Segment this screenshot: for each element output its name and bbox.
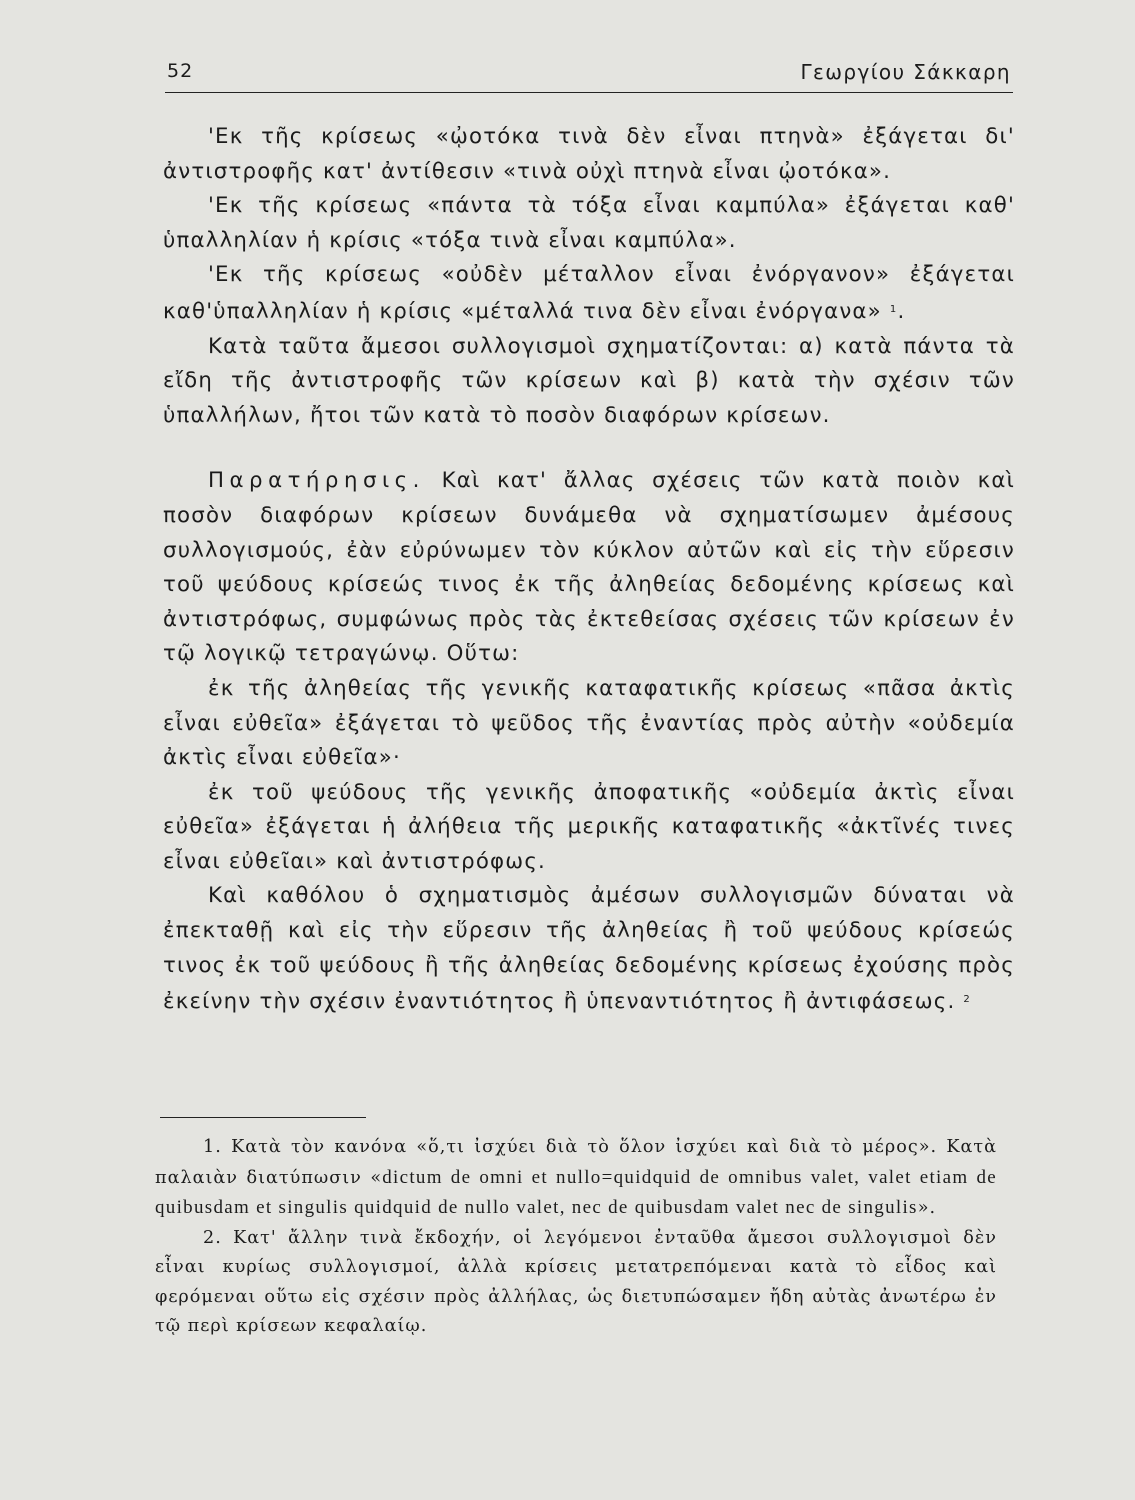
footnote-1 xyxy=(155,1133,997,1224)
footnote-ref-2: 2 xyxy=(963,994,971,1006)
remark-label: Παρατήρησις. xyxy=(208,468,425,494)
remark-text: Καὶ κατ' ἄλλας σχέσεις τῶν κατὰ ποιὸν καὶ ποσὸν διαφόρων κρίσεων δυνάμεθα νὰ σχηματίσωμεν ἀμέσους συλλογισμούς, ἐὰν εὐρύνωμεν τὸν κύκλον αὐτῶν καὶ εἰς τὴν εὕρεσιν τοῦ ψεύδους κρίσεώς τινος ἐκ τῆς ἀληθείας δεδομένης κρίσεως καὶ ἀντιστρόφως, συμφώνως πρὸς τὰς ἐκτεθείσας σχέσεις τῶν κρίσεων ἐν τῷ λογικῷ τετραγώνῳ. Οὕτω: xyxy=(163,468,1015,667)
paragraph-6: ἐκ τῆς ἀληθείας τῆς γενικῆς καταφατικῆς κρίσεως «πᾶσα ἀκτὶς εἶναι εὐθεῖα» ἐξάγεται τὸ ψεῦδος τῆς ἐναντίας πρὸς αὐτὴν «οὐδεμία ἀκτὶς εἶναι εὐθεῖα»· xyxy=(163,675,1015,771)
paragraph-8-text: Καὶ καθόλου ὁ σχηματισμὸς ἀμέσων συλλογισμῶν δύναται νὰ ἐπεκταθῇ καὶ εἰς τὴν εὕρεσιν τῆς ἀληθείας ἢ τοῦ ψεύδους κρίσεώς τινος ἐκ τοῦ ψεύδους ἢ τῆς ἀληθείας δεδομένης κρίσεως ἐχούσης πρὸς ἐκείνην τὴν σχέσιν ἐναντιότητος ἢ ὑπεναντιότητος ἢ ἀντιφάσεως. xyxy=(163,883,1015,1015)
remark-paragraph xyxy=(163,464,1015,672)
main-text xyxy=(163,120,1015,1020)
paragraph-3: 'Εκ τῆς κρίσεως «οὐδὲν μέταλλον εἶναι ἐνόργανον» ἐξάγεται καθ'ὑπαλληλίαν ἡ κρίσις «μέταλλά τινα δὲν εἶναι ἐνόργανα» $^1$. xyxy=(163,262,1015,324)
running-head: Γεωργίου Σάκκαρη xyxy=(800,60,1011,84)
footnotes xyxy=(155,1133,997,1342)
footnote-2: 2. Κατ' ἄλλην τινὰ ἔκδοχήν, οἱ λεγόμενοι ἐνταῦθα ἄμεσοι συλλογισμοὶ δὲν εἶναι κυρίως συλλογισμοί, ἀλλὰ κρίσεις μετατρεπόμεναι κατὰ τὸ εἶδος καὶ φερόμεναι οὕτω εἰς σχέσιν πρὸς ἀλλήλας, ὡς διετυπώσαμεν ἤδη αὐτὰς ἀνωτέρω ἐν τῷ περὶ κρίσεων κεφαλαίῳ. xyxy=(155,1227,997,1336)
paragraph-8 xyxy=(163,879,1015,1019)
paragraph-7: ἐκ τοῦ ψεύδους τῆς γενικῆς ἀποφατικῆς «οὐδεμία ἀκτὶς εἶναι εὐθεῖα» ἐξάγεται ἡ ἀλήθεια τῆς μερικῆς καταφατικῆς «ἀκτῖνές τινες εἶναι εὐθεῖαι» καὶ ἀντιστρόφως. xyxy=(163,779,1015,874)
footnote-divider xyxy=(160,1117,366,1118)
footnote-1-latin: dictum de omni et nullo=quidquid de omnibus valet, valet etiam de quibusdam et singulis quidquid de nullo valet, nec de quibusdam valet nec de singulis xyxy=(155,1166,998,1218)
page-header xyxy=(165,58,1013,93)
paragraph-3-text: 'Εκ τῆς κρίσεως «οὐδὲν μέταλλον εἶναι ἐνόργανον» ἐξάγεται καθ'ὑπαλληλίαν ἡ κρίσις «μέταλλά τινα δὲν εἶναι ἐνόργανα» xyxy=(163,262,1015,324)
footnote-1-greek: 1. Κατὰ τὸν κανόνα «ὅ,τι ἰσχύει διὰ τὸ ὅλον ἰσχύει καὶ διὰ τὸ μέρος». Κατὰ παλαιὰν διατύπωσιν « xyxy=(155,1137,997,1188)
paragraph-2: 'Εκ τῆς κρίσεως «πάντα τὰ τόξα εἶναι καμπύλα» ἐξάγεται καθ' ὑπαλληλίαν ἡ κρίσις «τόξα τινὰ εἶναι καμπύλα». xyxy=(163,193,1015,253)
footnote-1-end: ». xyxy=(917,1198,937,1218)
paragraph-4: Κατὰ ταῦτα ἄμεσοι συλλογισμοὶ σχηματίζονται: α) κατὰ πάντα τὰ εἴδη τῆς ἀντιστροφῆς τῶν κρίσεων καὶ β) κατὰ τὴν σχέσιν τῶν ὑπαλλήλων, ἤτοι τῶν κατὰ τὸ ποσὸν διαφόρων κρίσεων. xyxy=(163,333,1015,428)
page-number: 52 xyxy=(167,60,194,82)
paragraph-1: 'Εκ τῆς κρίσεως «ᾠοτόκα τινὰ δὲν εἶναι πτηνὰ» ἐξάγεται δι' ἀντιστροφῆς κατ' ἀντίθεσιν «τινὰ οὐχὶ πτηνὰ εἶναι ᾠοτόκα». xyxy=(163,124,1015,184)
footnote-ref-1: 1 xyxy=(889,303,898,315)
